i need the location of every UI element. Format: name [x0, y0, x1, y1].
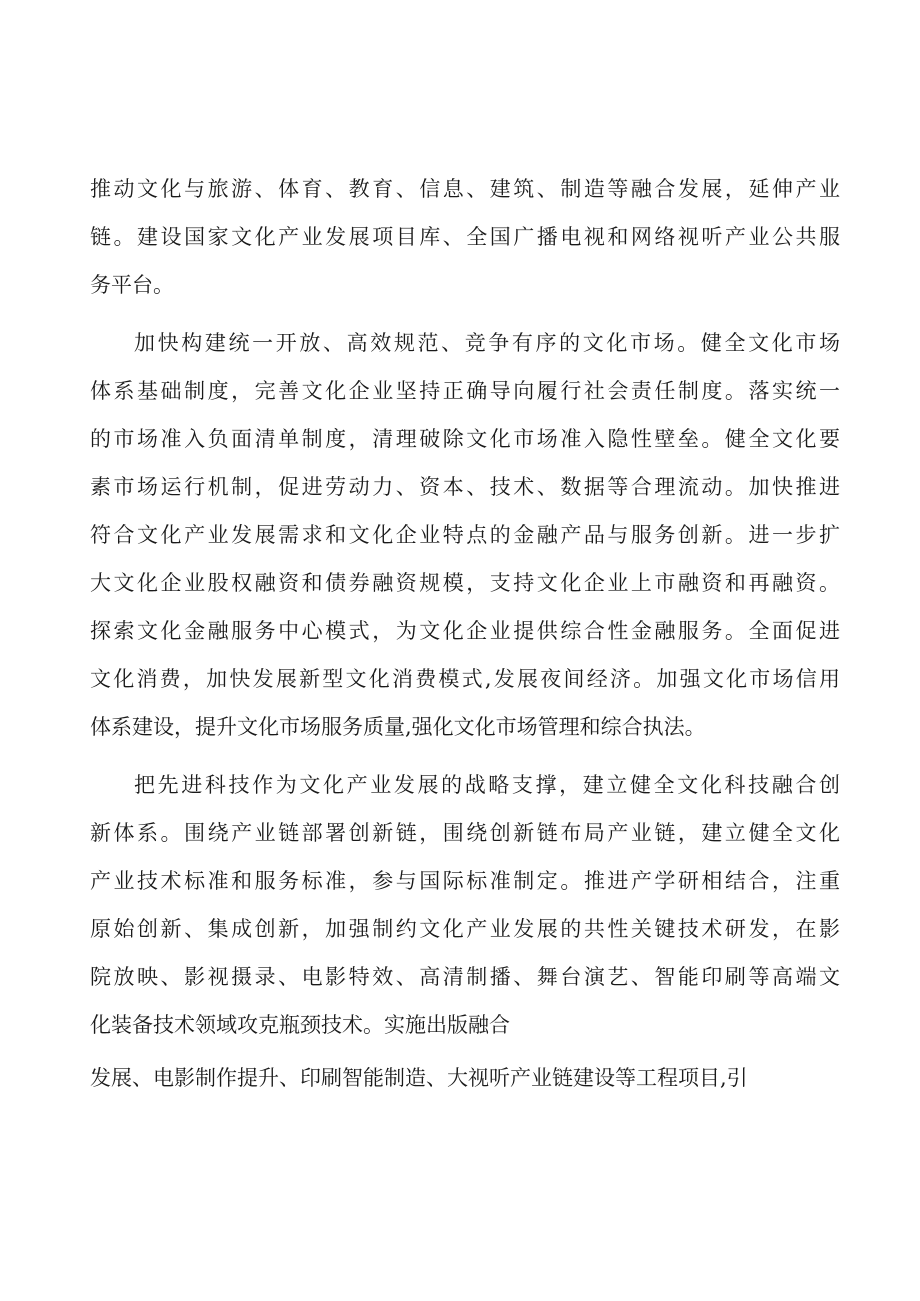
paragraph-line: 把先进科技作为文化产业发展的战略支撑，建立健全文化科技融合创	[134, 773, 840, 797]
paragraph-line: 发展、电影制作提升、印刷智能制造、大视听产业链建设等工程项目,引	[90, 1066, 748, 1090]
paragraph-line: 原始创新、集成创新，加强制约文化产业发展的共性关键技术研发，在影	[90, 917, 840, 941]
paragraph-line: 院放映、影视摄录、电影特效、高清制播、舞台演艺、智能印刷等高端文	[90, 965, 840, 989]
paragraph-line: 推动文化与旅游、体育、教育、信息、建筑、制造等融合发展，延伸产业	[90, 177, 840, 201]
paragraph-line: 大文化企业股权融资和债券融资规模，支持文化企业上市融资和再融资。	[90, 571, 840, 595]
paragraph-line: 体系建设，提升文化市场服务质量,强化文化市场管理和综合执法。	[90, 715, 706, 739]
paragraph-line: 符合文化产业发展需求和文化企业特点的金融产品与服务创新。进一步扩	[90, 523, 840, 547]
paragraph-line: 加快构建统一开放、高效规范、竞争有序的文化市场。健全文化市场	[134, 331, 840, 355]
paragraph-line: 体系基础制度，完善文化企业坚持正确导向履行社会责任制度。落实统一	[90, 379, 840, 403]
paragraph-line: 新体系。围绕产业链部署创新链，围绕创新链布局产业链，建立健全文化	[90, 821, 840, 845]
paragraph-line: 务平台。	[90, 273, 174, 297]
paragraph-line: 文化消费，加快发展新型文化消费模式,发展夜间经济。加强文化市场信用	[90, 667, 840, 691]
paragraph-line: 探索文化金融服务中心模式，为文化企业提供综合性金融服务。全面促进	[90, 619, 840, 643]
paragraph-line: 化装备技术领域攻克瓶颈技术。实施出版融合	[90, 1013, 510, 1037]
paragraph-line: 的市场准入负面清单制度，清理破除文化市场准入隐性壁垒。健全文化要	[90, 427, 840, 451]
paragraph-line: 素市场运行机制，促进劳动力、资本、技术、数据等合理流动。加快推进	[90, 475, 840, 499]
paragraph-line: 链。建设国家文化产业发展项目库、全国广播电视和网络视听产业公共服	[90, 225, 840, 249]
paragraph-line: 产业技术标准和服务标准，参与国际标准制定。推进产学研相结合，注重	[90, 869, 840, 893]
